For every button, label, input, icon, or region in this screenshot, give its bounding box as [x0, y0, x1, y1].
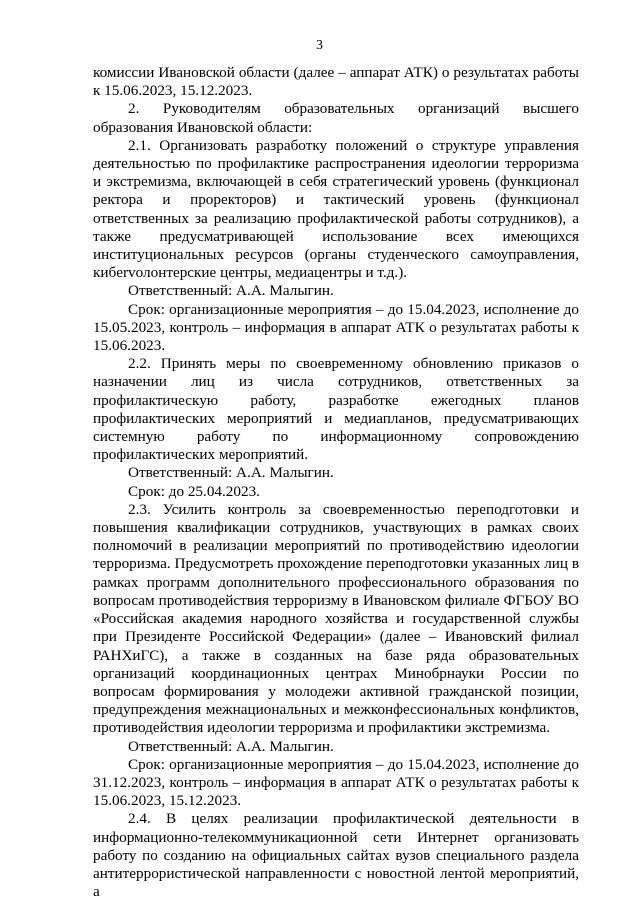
- paragraph-item-2-4: 2.4. В целях реализации профилактической деятельности в информационно-телекоммуникационной сети Интернет организовать работу по созданию на официальных сайтах вузов специального раздела антитеррористической направленности с новостной лентой мероприятий, а: [93, 810, 579, 901]
- paragraph-continuation: комиссии Ивановской области (далее – аппарат АТК) о результатах работы к 15.06.2023, 15.12.2023.: [93, 64, 579, 100]
- page-number: 3: [316, 38, 323, 53]
- paragraph-section-2: 2. Руководителям образовательных организаций высшего образования Ивановской области:: [93, 100, 579, 136]
- responsible-line: Ответственный: А.А. Малыгин.: [128, 737, 334, 755]
- paragraph-item-2-3: 2.3. Усилить контроль за своевременностью переподготовки и повышения квалификации сотрудников, участвующих в рамках своих полномочий в реализации мероприятий по противодействию идеологии терроризма. Предусмотреть прохождение переподготовки указанных лиц в рамках программ дополнительного профессионального образования по вопросам противодействия терроризму в Ивановском филиале ФГБОУ ВО «Российская академия народного хозяйства и государственной службы при Президенте Российской Федерации» (далее – Ивановский филиал РАНХиГС), а также в созданных на базе ряда образовательных организаций координационных центрах Минобрнауки России по вопросам формирования у молодежи активной гражданской позиции, предупреждения межнациональных и межконфессиональных конфликтов, противодействия идеологии терроризма и профилактики экстремизма.: [93, 500, 579, 737]
- deadline-line: Срок: до 25.04.2023.: [128, 482, 260, 500]
- deadline-line: Срок: организационные мероприятия – до 15.04.2023, исполнение до 15.05.2023, контроль – информация в аппарат АТК о результатах работы к 15.06.2023.: [93, 300, 579, 355]
- deadline-line: Срок: организационные мероприятия – до 15.04.2023, исполнение до 31.12.2023, контроль – информация в аппарат АТК о результатах работы к 15.06.2023, 15.12.2023.: [93, 755, 579, 810]
- paragraph-item-2-1: 2.1. Организовать разработку положений о структуре управления деятельностью по профилактике распространения идеологии терроризма и экстремизма, включающей в себя стратегический уровень (функционал ректора и проректоров) и тактический уровень (функционал ответственных за реализацию профилактической работы сотрудников), а также предусматривающей использование всех имеющихся институциональных ресурсов (органы студенческого самоуправления, кибervолонтерские центры, медиацентры и т.д.).: [93, 136, 579, 282]
- responsible-line: Ответственный: А.А. Малыгин.: [128, 282, 334, 300]
- responsible-line: Ответственный: А.А. Малыгин.: [128, 464, 334, 482]
- paragraph-item-2-2: 2.2. Принять меры по своевременному обновлению приказов о назначении лиц из числа сотрудников, ответственных за профилактическую работу, разработке ежегодных планов профилактических мероприятий и медиапланов, предусматривающих системную работу по информационному сопровождению профилактических мероприятий.: [93, 355, 579, 464]
- document-body: [93, 64, 579, 901]
